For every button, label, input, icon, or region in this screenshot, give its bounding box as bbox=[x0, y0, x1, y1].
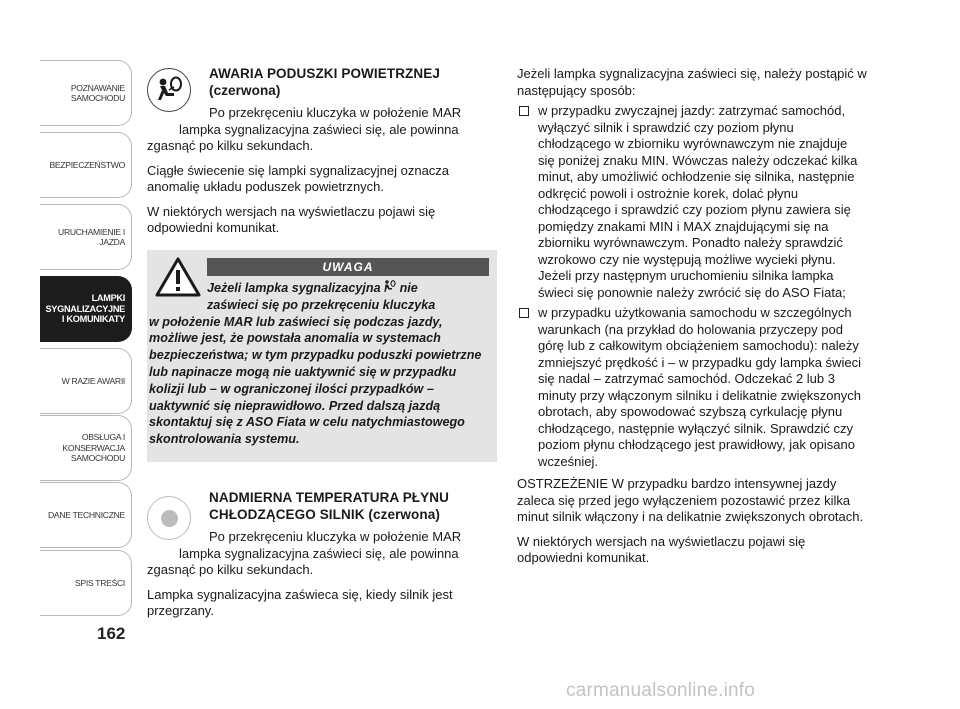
tab-lampki[interactable] bbox=[40, 276, 132, 342]
coolant-paragraph-2: Lampka sygnalizacyjna zaświeca się, kiedy silnik jest przegrzany. bbox=[147, 586, 453, 618]
warning-header: UWAGA bbox=[207, 258, 489, 276]
list-item: w przypadku zwyczajnej jazdy: zatrzymać samochód, wyłączyć silnik i sprawdzić czy poziom płynu chłodzącego w zbiorniku wyrównawczym nie znajduje się poniżej znaku MIN. Wówczas należy odczekać kilka minut, aby umożliwić ochłodzenie się silnika, następnie odkręcić powoli i ostrożnie korek, dolać płynu chłodzącego i sprawdzić czy poziom płynu zawiera się pomiędzy znakami MIN i MAX znajdującymi się na zbiorniku wyrównawczym. Ponadto należy sprawdzić wzrokowo czy nie występują możliwe wycieki płynu. Jeżeli przy następnym uruchomieniu silnika lampka świeci się ponownie należy zwrócić się do ASO Fiata; bbox=[517, 103, 867, 301]
right-last-paragraph: W niektórych wersjach na wyświetlaczu pojawi się odpowiedni komunikat. bbox=[517, 533, 806, 565]
tab-obsluga[interactable] bbox=[40, 415, 132, 481]
coolant-title-line1: NADMIERNA TEMPERATURA PŁYNU bbox=[209, 490, 449, 505]
tab-label: W RAZIE AWARII bbox=[61, 375, 125, 386]
left-column bbox=[147, 66, 497, 237]
tab-dane-techniczne[interactable] bbox=[40, 482, 132, 548]
warning-text bbox=[149, 280, 493, 448]
warning-line1-text: Jeżeli lampka sygnalizacyjna bbox=[207, 281, 381, 295]
tab-label: DANE TECHNICZNE bbox=[48, 509, 125, 520]
tab-bezpieczenstwo[interactable] bbox=[40, 132, 132, 198]
tab-w-razie-awarii[interactable] bbox=[40, 348, 132, 414]
tab-spis-tresci[interactable] bbox=[40, 550, 132, 616]
coolant-p1-line3: zgasnąć po kilku sekundach. bbox=[147, 562, 314, 577]
warning-line2: zaświeci się po przekręceniu kluczyka bbox=[207, 297, 436, 312]
tab-poznawanie[interactable] bbox=[40, 60, 132, 126]
coolant-temperature-icon bbox=[147, 496, 191, 540]
coolant-section bbox=[147, 490, 497, 620]
coolant-paragraph-1 bbox=[147, 529, 497, 579]
airbag-warning-icon bbox=[147, 68, 191, 112]
tab-label: LAMPKI SYGNALIZACYJNE I KOMUNIKATY bbox=[45, 293, 125, 325]
right-column bbox=[517, 66, 867, 567]
tab-label: SPIS TREŚCI bbox=[74, 577, 125, 588]
coolant-p1-line2: lampka sygnalizacyjna zaświeci się, ale powinna bbox=[179, 545, 459, 561]
list-item: w przypadku użytkowania samochodu w szczególnych warunkach (na przykład do holowania przyczepy pod górę lub z całkowitym obciążeniem samochodu): należy zmniejszyć prędkość i – w przypadku gdy lampka świeci się nadal – zatrzymać samochód. Odczekać 2 lub 3 minuty przy włączonym silniku i delikatnie zwiększonych obrotach, aby spowodować szybszą cyrkulację płynu chłodzącego, następnie wyłączyć silnik. Sprawdzić czy poziom płynu chłodzącego jest prawidłowy, jak opisano wcześniej. bbox=[517, 305, 867, 470]
coolant-title-bold: CHŁODZĄCEGO SILNIK bbox=[209, 506, 365, 522]
page-number: 162 bbox=[97, 624, 126, 643]
watermark: carmanualsonline.info bbox=[566, 680, 756, 701]
airbag-p1-line3: zgasnąć po kilku sekundach. bbox=[147, 138, 314, 153]
right-intro: Jeżeli lampka sygnalizacyjna zaświeci się, należy postąpić w następujący sposób: bbox=[517, 66, 867, 98]
tab-label: BEZPIECZEŃSTWO bbox=[49, 159, 125, 170]
airbag-title-line2: (czerwona) bbox=[209, 82, 281, 98]
tab-label: POZNAWANIE SAMOCHODU bbox=[70, 82, 125, 103]
coolant-title-line2 bbox=[209, 507, 497, 524]
airbag-p1-line1: Po przekręceniu kluczyka w położenie MAR bbox=[209, 105, 462, 120]
airbag-section bbox=[147, 66, 497, 237]
right-warning-paragraph: OSTRZEŻENIE W przypadku bardzo intensywnej jazdy zaleca się przed jego wyłączeniem pozostawić przez kilka minut silnik włączony i na delikatnie zwiększonych obrotach. bbox=[517, 476, 864, 524]
coolant-title-color: (czerwona) bbox=[368, 506, 440, 522]
airbag-inline-icon bbox=[384, 280, 396, 293]
tab-label: URUCHAMIENIE I JAZDA bbox=[58, 226, 125, 247]
airbag-paragraph-3: W niektórych wersjach na wyświetlaczu pojawi się odpowiedni komunikat. bbox=[147, 203, 436, 235]
airbag-p1-line2: lampka sygnalizacyjna zaświeci się, ale powinna bbox=[179, 121, 459, 137]
tab-label: OBSŁUGA I KONSERWACJA SAMOCHODU bbox=[62, 432, 125, 464]
warning-line1 bbox=[149, 280, 493, 297]
airbag-paragraph-1 bbox=[147, 105, 497, 155]
coolant-icon-dot bbox=[161, 510, 178, 527]
airbag-title-line1: AWARIA PODUSZKI POWIETRZNEJ bbox=[209, 66, 440, 81]
coolant-p1-line1: Po przekręceniu kluczyka w położenie MAR bbox=[209, 529, 462, 544]
tab-uruchamienie[interactable] bbox=[40, 204, 132, 270]
coolant-head bbox=[147, 490, 497, 620]
airbag-title bbox=[209, 66, 497, 99]
airbag-paragraph-2: Ciągłe świecenie się lampki sygnalizacyjnej oznacza anomalię układu poduszek powietrznych. bbox=[147, 162, 450, 194]
warning-line1-end: nie bbox=[399, 281, 418, 295]
warning-rest: w położenie MAR lub zaświeci się podczas jazdy, możliwe jest, że powstała anomalia w systemach bezpieczeństwa; w tym przypadku poduszki powietrzne lub napinacze mogą nie uaktywnić się w przypadku kolizji lub – w ograniczonej ilości przypadków – uaktywnić się nieprawidłowo. Przed dalszą jazdą skontaktuj się z ASO Fiata w celu natychmiastowego skontrolowania systemu. bbox=[149, 314, 482, 447]
coolant-title bbox=[209, 490, 497, 523]
procedure-list bbox=[517, 103, 867, 470]
warning-box bbox=[147, 250, 497, 462]
